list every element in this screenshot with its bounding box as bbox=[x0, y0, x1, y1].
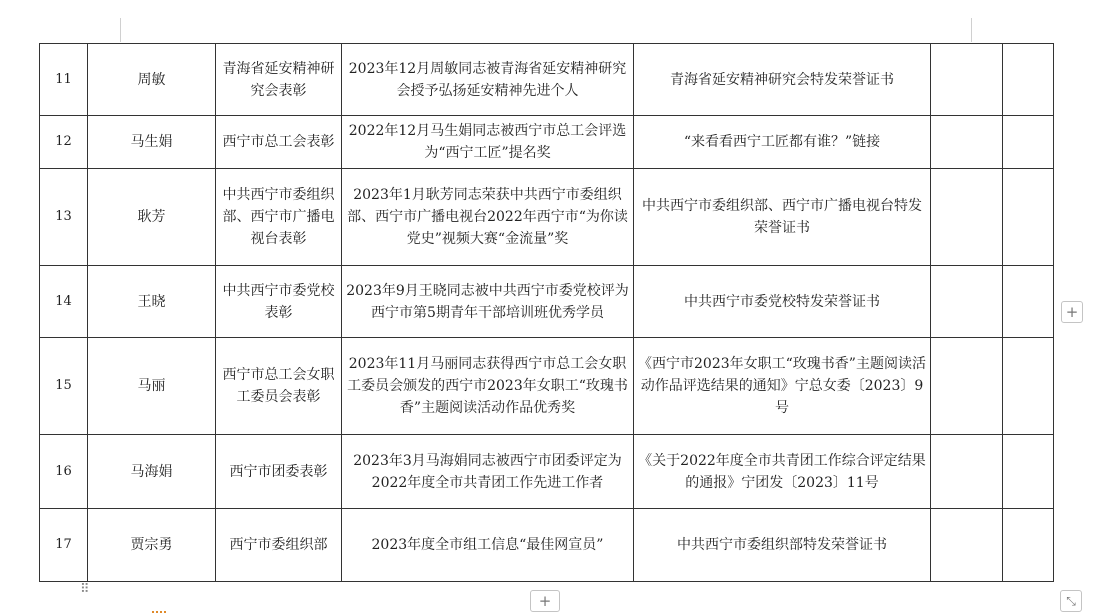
award-description[interactable]: 2023年度全市组工信息“最佳网宣员” bbox=[342, 509, 634, 582]
table-row bbox=[40, 509, 1054, 582]
empty-cell[interactable] bbox=[931, 169, 1003, 266]
proof-material[interactable]: 青海省延安精神研究会特发荣誉证书 bbox=[634, 44, 931, 116]
award-description[interactable]: 2023年3月马海娟同志被西宁市团委评定为2022年度全市共青团工作先进工作者 bbox=[342, 435, 634, 509]
empty-cell[interactable] bbox=[931, 338, 1003, 435]
awarding-org[interactable]: 中共西宁市委组织部、西宁市广播电视台表彰 bbox=[216, 169, 342, 266]
empty-cell[interactable] bbox=[1003, 116, 1054, 169]
proof-material[interactable]: 《西宁市2023年女职工“玫瑰书香”主题阅读活动作品评选结果的通知》宁总女委〔2023〕9号 bbox=[634, 338, 931, 435]
table-drag-handle-icon[interactable]: ⠿ bbox=[80, 582, 90, 597]
empty-cell[interactable] bbox=[1003, 509, 1054, 582]
proof-material[interactable]: 中共西宁市委党校特发荣誉证书 bbox=[634, 266, 931, 338]
row-number[interactable]: 17 bbox=[40, 509, 88, 582]
person-name[interactable]: 王晓 bbox=[88, 266, 216, 338]
awarding-org[interactable]: 青海省延安精神研究会表彰 bbox=[216, 44, 342, 116]
row-number[interactable]: 12 bbox=[40, 116, 88, 169]
proof-material[interactable]: “来看看西宁工匠都有谁？”链接 bbox=[634, 116, 931, 169]
table-row bbox=[40, 116, 1054, 169]
right-margin-guide bbox=[971, 18, 972, 42]
row-number[interactable]: 11 bbox=[40, 44, 88, 116]
award-description[interactable]: 2023年12月周敏同志被青海省延安精神研究会授予弘扬延安精神先进个人 bbox=[342, 44, 634, 116]
add-row-button[interactable]: + bbox=[530, 590, 560, 612]
empty-cell[interactable] bbox=[1003, 44, 1054, 116]
proof-material[interactable]: 中共西宁市委组织部、西宁市广播电视台特发荣誉证书 bbox=[634, 169, 931, 266]
award-description[interactable]: 2023年11月马丽同志获得西宁市总工会女职工委员会颁发的西宁市2023年女职工“玫瑰书香”主题阅读活动作品优秀奖 bbox=[342, 338, 634, 435]
table-row bbox=[40, 169, 1054, 266]
awarding-org[interactable]: 西宁市总工会表彰 bbox=[216, 116, 342, 169]
empty-cell[interactable] bbox=[1003, 435, 1054, 509]
person-name[interactable]: 马海娟 bbox=[88, 435, 216, 509]
row-number[interactable]: 13 bbox=[40, 169, 88, 266]
empty-cell[interactable] bbox=[1003, 266, 1054, 338]
person-name[interactable]: 周敏 bbox=[88, 44, 216, 116]
table-row bbox=[40, 44, 1054, 116]
awarding-org[interactable]: 中共西宁市委党校表彰 bbox=[216, 266, 342, 338]
empty-cell[interactable] bbox=[931, 266, 1003, 338]
person-name[interactable]: 耿芳 bbox=[88, 169, 216, 266]
award-description[interactable]: 2022年12月马生娟同志被西宁市总工会评选为“西宁工匠”提名奖 bbox=[342, 116, 634, 169]
empty-cell[interactable] bbox=[931, 435, 1003, 509]
empty-cell[interactable] bbox=[1003, 338, 1054, 435]
left-margin-guide bbox=[120, 18, 121, 42]
table-row bbox=[40, 266, 1054, 338]
table-resize-icon[interactable]: ⤡ bbox=[1060, 590, 1082, 612]
person-name[interactable]: 贾宗勇 bbox=[88, 509, 216, 582]
awarding-org[interactable]: 西宁市委组织部 bbox=[216, 509, 342, 582]
empty-cell[interactable] bbox=[931, 509, 1003, 582]
award-description[interactable]: 2023年9月王晓同志被中共西宁市委党校评为西宁市第5期青年干部培训班优秀学员 bbox=[342, 266, 634, 338]
proof-material[interactable]: 中共西宁市委组织部特发荣誉证书 bbox=[634, 509, 931, 582]
awards-table bbox=[39, 43, 1054, 582]
person-name[interactable]: 马生娟 bbox=[88, 116, 216, 169]
person-name[interactable]: 马丽 bbox=[88, 338, 216, 435]
award-description[interactable]: 2023年1月耿芳同志荣获中共西宁市委组织部、西宁市广播电视台2022年西宁市“为你读党史”视频大赛“金流量”奖 bbox=[342, 169, 634, 266]
row-number[interactable]: 14 bbox=[40, 266, 88, 338]
empty-cell[interactable] bbox=[931, 44, 1003, 116]
proof-material[interactable]: 《关于2022年度全市共青团工作综合评定结果的通报》宁团发〔2023〕11号 bbox=[634, 435, 931, 509]
row-number[interactable]: 16 bbox=[40, 435, 88, 509]
table-row bbox=[40, 338, 1054, 435]
awarding-org[interactable]: 西宁市团委表彰 bbox=[216, 435, 342, 509]
awarding-org[interactable]: 西宁市总工会女职工委员会表彰 bbox=[216, 338, 342, 435]
spellcheck-underline bbox=[152, 611, 166, 616]
add-column-button[interactable]: + bbox=[1061, 301, 1083, 323]
row-number[interactable]: 15 bbox=[40, 338, 88, 435]
table-row bbox=[40, 435, 1054, 509]
empty-cell[interactable] bbox=[931, 116, 1003, 169]
empty-cell[interactable] bbox=[1003, 169, 1054, 266]
